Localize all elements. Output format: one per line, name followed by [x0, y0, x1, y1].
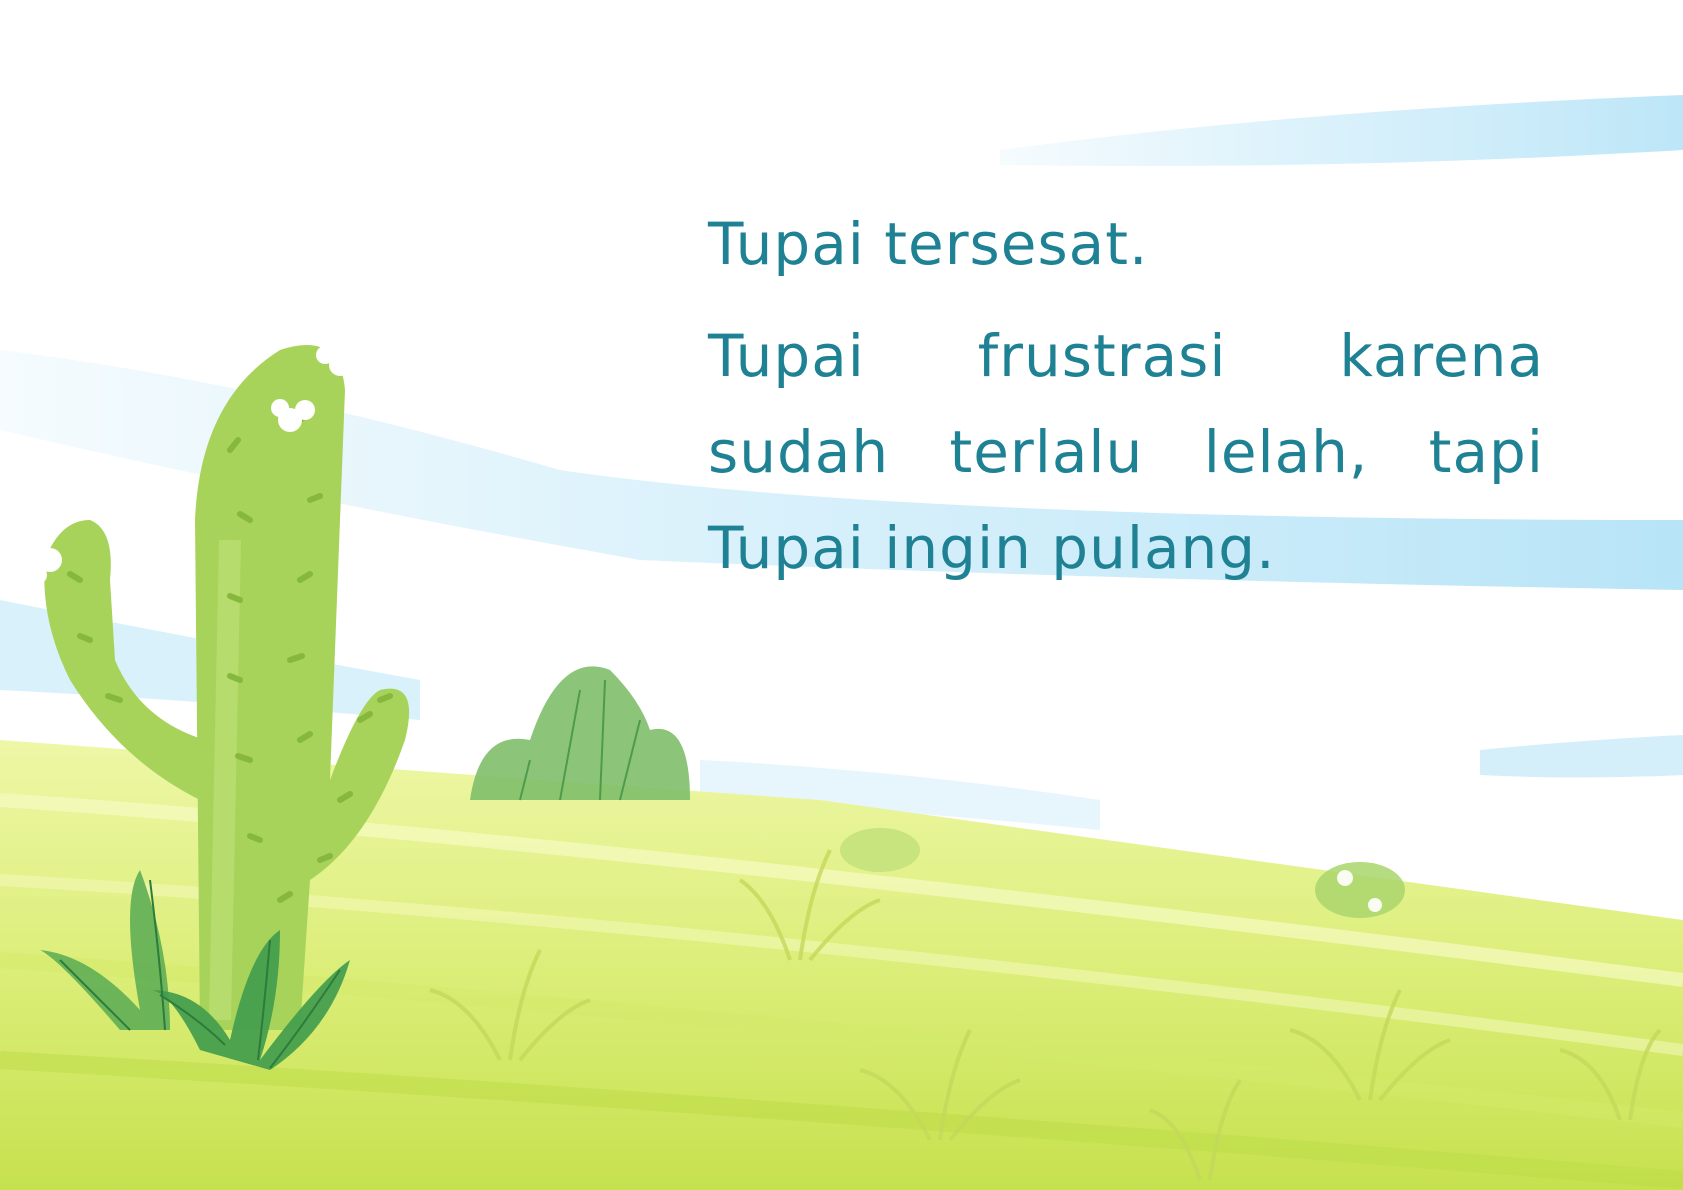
bush-icon	[470, 666, 690, 800]
story-line-2: Tupai frustrasi karena sudah terlalu lelah, tapi Tupai ingin pulang.	[708, 322, 1544, 582]
story-text	[708, 196, 1544, 596]
story-line-1: Tupai tersesat.	[708, 210, 1149, 278]
